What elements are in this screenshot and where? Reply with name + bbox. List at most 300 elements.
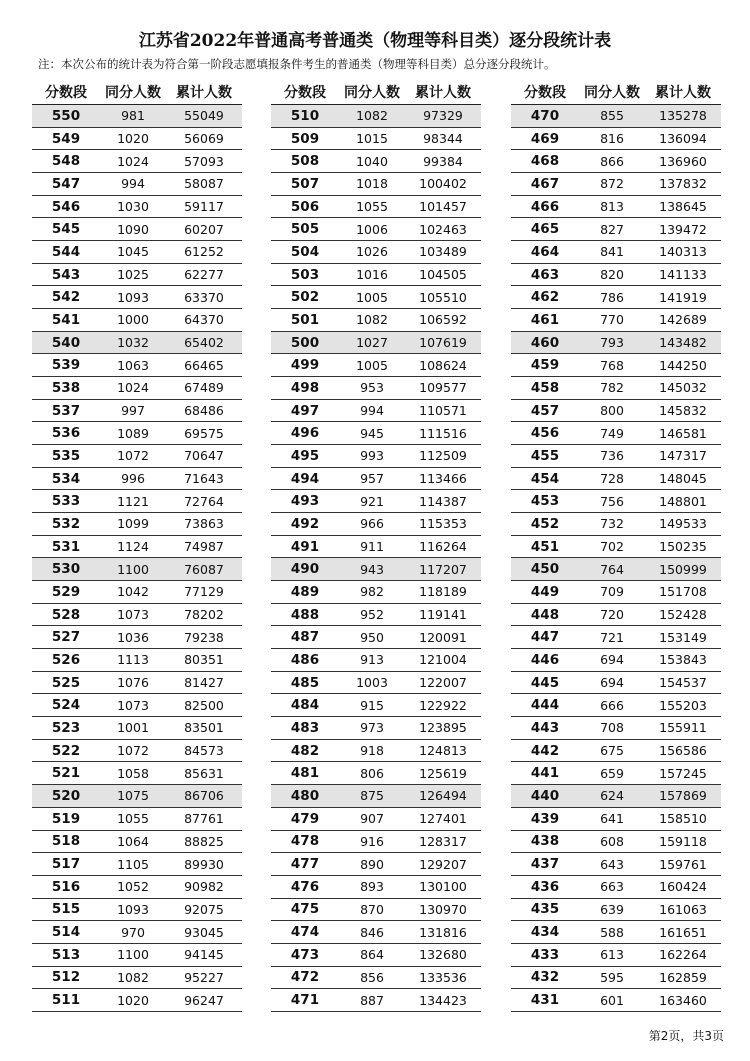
- cumulative-count-cell: 133536: [419, 969, 467, 985]
- same-score-count-cell: 1015: [356, 131, 388, 146]
- cumulative-count-cell: 159761: [659, 856, 707, 872]
- score-cell: 488: [290, 606, 320, 623]
- table-row: [32, 264, 242, 287]
- score-cell: 455: [530, 447, 560, 464]
- table-row: [32, 558, 242, 581]
- cumulative-count-cell: 151708: [659, 584, 707, 600]
- table-header: [271, 80, 481, 105]
- cumulative-count-cell: 88825: [184, 833, 224, 849]
- cumulative-count-cell: 99384: [423, 153, 463, 169]
- score-cell: 436: [530, 878, 560, 895]
- cumulative-count-cell: 107619: [419, 335, 467, 351]
- score-cell: 519: [51, 810, 81, 827]
- table-row: [271, 264, 481, 287]
- score-cell: 514: [51, 924, 81, 941]
- score-cell: 524: [51, 697, 81, 714]
- table-row: [271, 989, 481, 1012]
- score-cell: 490: [290, 561, 320, 578]
- cumulative-count-cell: 155203: [659, 697, 707, 713]
- table-row: [511, 581, 721, 604]
- table-row: [271, 309, 481, 332]
- score-cell: 509: [290, 130, 320, 147]
- score-cell: 481: [290, 765, 320, 782]
- same-score-count-cell: 708: [600, 720, 624, 736]
- cumulative-count-cell: 76087: [184, 561, 224, 577]
- table-row: [32, 672, 242, 695]
- cumulative-count-cell: 95227: [184, 969, 224, 985]
- same-score-count-cell: 875: [360, 788, 384, 804]
- header-cell: 累计人数: [176, 85, 232, 101]
- same-score-count-cell: 721: [600, 629, 624, 645]
- table-row: [511, 967, 721, 990]
- cumulative-count-cell: 159118: [659, 833, 707, 849]
- table-row: [32, 241, 242, 264]
- same-score-count-cell: 756: [600, 493, 624, 509]
- table-row: [511, 989, 721, 1012]
- cumulative-count-cell: 127401: [419, 811, 467, 827]
- cumulative-count-cell: 68486: [184, 403, 224, 419]
- table-row: [32, 468, 242, 491]
- cumulative-count-cell: 119141: [419, 607, 467, 623]
- table-row: [32, 105, 242, 128]
- table-row: [32, 899, 242, 922]
- cumulative-count-cell: 69575: [184, 425, 224, 441]
- header-cell: 同分人数: [105, 85, 161, 101]
- cumulative-count-cell: 130100: [419, 879, 467, 895]
- score-cell: 531: [51, 538, 81, 555]
- score-cell: 459: [530, 357, 560, 374]
- table-row: [511, 309, 721, 332]
- score-cell: 470: [530, 107, 560, 124]
- score-cell: 469: [530, 130, 560, 147]
- cumulative-count-cell: 67489: [184, 380, 224, 396]
- cumulative-count-cell: 149533: [659, 516, 707, 532]
- same-score-count-cell: 1036: [117, 629, 149, 645]
- table-row: [32, 400, 242, 423]
- table-row: [32, 445, 242, 468]
- score-cell: 537: [51, 402, 81, 419]
- same-score-count-cell: 1064: [117, 833, 149, 849]
- table-row: [511, 536, 721, 559]
- score-cell: 528: [51, 606, 81, 623]
- score-cell: 529: [51, 583, 81, 600]
- cumulative-count-cell: 163460: [659, 992, 707, 1008]
- same-score-count-cell: 1005: [356, 357, 388, 373]
- score-cell: 442: [530, 742, 560, 759]
- cumulative-count-cell: 74987: [184, 539, 224, 555]
- score-cell: 501: [290, 311, 320, 328]
- cumulative-count-cell: 153149: [659, 629, 707, 645]
- same-score-count-cell: 1072: [117, 743, 149, 759]
- table-row: [32, 785, 242, 808]
- score-cell: 532: [51, 515, 81, 532]
- same-score-count-cell: 855: [600, 108, 624, 124]
- same-score-count-cell: 813: [600, 199, 624, 215]
- score-cell: 547: [51, 175, 81, 192]
- cumulative-count-cell: 93045: [184, 924, 224, 940]
- table-row: [271, 944, 481, 967]
- cumulative-count-cell: 150235: [659, 539, 707, 555]
- score-cell: 443: [530, 719, 560, 736]
- same-score-count-cell: 827: [600, 221, 624, 237]
- score-cell: 482: [290, 742, 320, 759]
- same-score-count-cell: 1113: [117, 652, 149, 668]
- cumulative-count-cell: 101457: [419, 199, 467, 215]
- cumulative-count-cell: 145032: [659, 380, 707, 396]
- same-score-count-cell: 608: [600, 833, 624, 849]
- score-cell: 441: [530, 765, 560, 782]
- table-row: [511, 762, 721, 785]
- table-row: [511, 853, 721, 876]
- same-score-count-cell: 1076: [117, 675, 149, 691]
- cumulative-count-cell: 58087: [184, 176, 224, 192]
- table-row: [271, 899, 481, 922]
- same-score-count-cell: 601: [600, 992, 624, 1008]
- same-score-count-cell: 736: [600, 448, 624, 464]
- table-row: [271, 604, 481, 627]
- table-row: [271, 581, 481, 604]
- table-row: [511, 694, 721, 717]
- cumulative-count-cell: 144250: [659, 357, 707, 373]
- same-score-count-cell: 1055: [117, 811, 149, 827]
- header-cell: 分数段: [45, 85, 87, 101]
- score-cell: 440: [530, 787, 560, 804]
- table-row: [32, 808, 242, 831]
- same-score-count-cell: 641: [600, 811, 624, 827]
- score-cell: 454: [530, 470, 560, 487]
- cumulative-count-cell: 157245: [659, 765, 707, 781]
- score-cell: 525: [51, 674, 81, 691]
- score-cell: 480: [290, 787, 320, 804]
- score-cell: 472: [290, 969, 320, 986]
- table-row: [271, 218, 481, 241]
- score-cell: 476: [290, 878, 320, 895]
- cumulative-count-cell: 120091: [419, 629, 467, 645]
- cumulative-count-cell: 162264: [659, 947, 707, 963]
- table-row: [511, 558, 721, 581]
- table-row: [271, 196, 481, 219]
- cumulative-count-cell: 129207: [419, 856, 467, 872]
- table-row: [511, 196, 721, 219]
- score-cell: 513: [51, 946, 81, 963]
- table-row: [271, 241, 481, 264]
- score-cell: 544: [51, 243, 81, 260]
- cumulative-count-cell: 158510: [659, 811, 707, 827]
- same-score-count-cell: 782: [600, 380, 624, 396]
- same-score-count-cell: 856: [360, 969, 384, 985]
- score-cell: 444: [530, 697, 560, 714]
- same-score-count-cell: 1090: [117, 221, 149, 237]
- same-score-count-cell: 943: [360, 561, 384, 577]
- table-row: [32, 604, 242, 627]
- cumulative-count-cell: 86706: [184, 788, 224, 804]
- score-cell: 493: [290, 493, 320, 510]
- same-score-count-cell: 1020: [117, 992, 149, 1008]
- same-score-count-cell: 1100: [117, 561, 149, 577]
- score-cell: 494: [290, 470, 320, 487]
- table-row: [271, 967, 481, 990]
- score-cell: 491: [290, 538, 320, 555]
- table-row: [271, 853, 481, 876]
- same-score-count-cell: 997: [121, 403, 145, 419]
- cumulative-count-cell: 122007: [419, 675, 467, 691]
- score-cell: 474: [290, 924, 320, 941]
- table-row: [32, 967, 242, 990]
- table-row: [271, 173, 481, 196]
- score-cell: 530: [51, 561, 81, 578]
- score-cell: 497: [290, 402, 320, 419]
- table-row: [32, 128, 242, 151]
- score-cell: 466: [530, 198, 560, 215]
- same-score-count-cell: 643: [600, 856, 624, 872]
- same-score-count-cell: 1093: [117, 289, 149, 305]
- score-cell: 502: [290, 289, 320, 306]
- cumulative-count-cell: 139472: [659, 221, 707, 237]
- table-row: [271, 490, 481, 513]
- score-cell: 535: [51, 447, 81, 464]
- score-cell: 500: [290, 334, 320, 351]
- table-row: [511, 422, 721, 445]
- table-row: [511, 286, 721, 309]
- table-row: [511, 808, 721, 831]
- score-cell: 545: [51, 221, 81, 238]
- cumulative-count-cell: 152428: [659, 607, 707, 623]
- table-row: [32, 762, 242, 785]
- same-score-count-cell: 1032: [117, 335, 149, 351]
- score-cell: 471: [290, 992, 320, 1009]
- same-score-count-cell: 1040: [356, 153, 388, 169]
- score-cell: 527: [51, 629, 81, 646]
- cumulative-count-cell: 142689: [659, 312, 707, 328]
- score-cell: 465: [530, 221, 560, 238]
- score-cell: 445: [530, 674, 560, 691]
- same-score-count-cell: 957: [360, 471, 384, 487]
- cumulative-count-cell: 65402: [184, 335, 224, 351]
- score-cell: 543: [51, 266, 81, 283]
- same-score-count-cell: 966: [360, 516, 384, 532]
- table-row: [271, 876, 481, 899]
- score-cell: 467: [530, 175, 560, 192]
- cumulative-count-cell: 136960: [659, 153, 707, 169]
- same-score-count-cell: 624: [600, 788, 624, 804]
- score-cell: 496: [290, 425, 320, 442]
- cumulative-count-cell: 150999: [659, 561, 707, 577]
- score-cell: 538: [51, 379, 81, 396]
- table-row: [511, 831, 721, 854]
- same-score-count-cell: 1105: [117, 856, 149, 872]
- table-row: [32, 876, 242, 899]
- same-score-count-cell: 916: [360, 833, 384, 849]
- table-row: [511, 604, 721, 627]
- page-number: 第2页，共3页: [648, 1029, 724, 1043]
- same-score-count-cell: 1082: [117, 969, 149, 985]
- same-score-count-cell: 764: [600, 561, 624, 577]
- table-row: [32, 173, 242, 196]
- same-score-count-cell: 709: [600, 584, 624, 600]
- score-cell: 495: [290, 447, 320, 464]
- same-score-count-cell: 982: [360, 584, 384, 600]
- table-row: [511, 150, 721, 173]
- score-cell: 448: [530, 606, 560, 623]
- cumulative-count-cell: 141919: [659, 289, 707, 305]
- score-cell: 506: [290, 198, 320, 215]
- score-cell: 508: [290, 153, 320, 170]
- same-score-count-cell: 694: [600, 675, 624, 691]
- cumulative-count-cell: 117207: [419, 561, 467, 577]
- cumulative-count-cell: 153843: [659, 652, 707, 668]
- same-score-count-cell: 893: [360, 879, 384, 895]
- same-score-count-cell: 1006: [356, 221, 388, 237]
- table-row: [32, 694, 242, 717]
- table-row: [511, 717, 721, 740]
- table-row: [32, 717, 242, 740]
- cumulative-count-cell: 146581: [659, 425, 707, 441]
- same-score-count-cell: 1005: [356, 289, 388, 305]
- same-score-count-cell: 994: [121, 176, 145, 192]
- header-cell: 分数段: [284, 85, 326, 101]
- cumulative-count-cell: 94145: [184, 947, 224, 963]
- cumulative-count-cell: 128317: [419, 833, 467, 849]
- same-score-count-cell: 945: [360, 425, 384, 441]
- cumulative-count-cell: 155911: [659, 720, 707, 736]
- score-cell: 536: [51, 425, 81, 442]
- table-row: [511, 649, 721, 672]
- cumulative-count-cell: 87761: [184, 811, 224, 827]
- table-row: [511, 672, 721, 695]
- same-score-count-cell: 981: [121, 108, 145, 124]
- cumulative-count-cell: 73863: [184, 516, 224, 532]
- same-score-count-cell: 1042: [117, 584, 149, 600]
- table-row: [32, 921, 242, 944]
- cumulative-count-cell: 109577: [419, 380, 467, 396]
- same-score-count-cell: 993: [360, 448, 384, 464]
- same-score-count-cell: 1045: [117, 244, 149, 260]
- same-score-count-cell: 1016: [356, 267, 388, 283]
- cumulative-count-cell: 140313: [659, 244, 707, 260]
- same-score-count-cell: 1024: [117, 153, 149, 169]
- table-row: [32, 150, 242, 173]
- score-cell: 504: [290, 243, 320, 260]
- table-row: [511, 785, 721, 808]
- same-score-count-cell: 846: [360, 924, 384, 940]
- score-cell: 461: [530, 311, 560, 328]
- same-score-count-cell: 770: [600, 312, 624, 328]
- same-score-count-cell: 918: [360, 743, 384, 759]
- same-score-count-cell: 1082: [356, 312, 388, 328]
- page-title: 江苏省2022年普通高考普通类（物理等科目类）逐分段统计表: [138, 31, 612, 51]
- cumulative-count-cell: 134423: [419, 992, 467, 1008]
- table-row: [271, 105, 481, 128]
- table-row: [32, 354, 242, 377]
- score-cell: 522: [51, 742, 81, 759]
- header-cell: 累计人数: [415, 85, 471, 101]
- cumulative-count-cell: 55049: [184, 108, 224, 124]
- table-row: [271, 921, 481, 944]
- table-row: [271, 808, 481, 831]
- same-score-count-cell: 816: [600, 131, 624, 146]
- score-cell: 433: [530, 946, 560, 963]
- same-score-count-cell: 1063: [117, 357, 149, 373]
- score-cell: 541: [51, 311, 81, 328]
- cumulative-count-cell: 121004: [419, 652, 467, 668]
- table-row: [271, 694, 481, 717]
- table-row: [32, 196, 242, 219]
- score-cell: 505: [290, 221, 320, 238]
- cumulative-count-cell: 143482: [659, 335, 707, 351]
- table-row: [271, 536, 481, 559]
- table-row: [511, 740, 721, 763]
- table-row: [271, 150, 481, 173]
- table-row: [32, 490, 242, 513]
- same-score-count-cell: 953: [360, 380, 384, 396]
- same-score-count-cell: 841: [600, 244, 624, 260]
- score-cell: 463: [530, 266, 560, 283]
- table-row: [511, 173, 721, 196]
- score-cell: 484: [290, 697, 320, 714]
- cumulative-count-cell: 89930: [184, 856, 224, 872]
- cumulative-count-cell: 147317: [659, 448, 707, 464]
- same-score-count-cell: 1000: [117, 312, 149, 328]
- cumulative-count-cell: 60207: [184, 221, 224, 237]
- cumulative-count-cell: 92075: [184, 901, 224, 917]
- cumulative-count-cell: 62277: [184, 267, 224, 283]
- cumulative-count-cell: 83501: [184, 720, 224, 736]
- table-row: [271, 422, 481, 445]
- same-score-count-cell: 1073: [117, 697, 149, 713]
- cumulative-count-cell: 102463: [419, 221, 467, 237]
- cumulative-count-cell: 71643: [184, 471, 224, 487]
- cumulative-count-cell: 72764: [184, 493, 224, 509]
- table-row: [32, 513, 242, 536]
- cumulative-count-cell: 97329: [423, 108, 463, 124]
- table-row: [271, 785, 481, 808]
- same-score-count-cell: 659: [600, 765, 624, 781]
- same-score-count-cell: 1027: [356, 335, 388, 351]
- same-score-count-cell: 970: [121, 924, 145, 940]
- cumulative-count-cell: 137832: [659, 176, 707, 192]
- same-score-count-cell: 1026: [356, 244, 388, 260]
- score-cell: 499: [290, 357, 320, 374]
- score-cell: 534: [51, 470, 81, 487]
- table-row: [271, 740, 481, 763]
- score-cell: 550: [51, 107, 81, 124]
- table-row: [271, 445, 481, 468]
- cumulative-count-cell: 154537: [659, 675, 707, 691]
- same-score-count-cell: 613: [600, 947, 624, 963]
- same-score-count-cell: 1052: [117, 879, 149, 895]
- table-row: [32, 853, 242, 876]
- cumulative-count-cell: 161651: [659, 924, 707, 940]
- header-cell: 同分人数: [344, 85, 400, 101]
- cumulative-count-cell: 77129: [184, 584, 224, 600]
- score-cell: 457: [530, 402, 560, 419]
- same-score-count-cell: 732: [600, 516, 624, 532]
- score-cell: 533: [51, 493, 81, 510]
- table-row: [32, 536, 242, 559]
- same-score-count-cell: 913: [360, 652, 384, 668]
- same-score-count-cell: 890: [360, 856, 384, 872]
- table-row: [511, 445, 721, 468]
- table-row: [32, 649, 242, 672]
- cumulative-count-cell: 118189: [419, 584, 467, 600]
- table-header: [32, 80, 242, 105]
- same-score-count-cell: 1001: [117, 720, 149, 736]
- same-score-count-cell: 820: [600, 267, 624, 283]
- score-cell: 542: [51, 289, 81, 306]
- table-row: [271, 762, 481, 785]
- cumulative-count-cell: 122922: [419, 697, 467, 713]
- score-cell: 435: [530, 901, 560, 918]
